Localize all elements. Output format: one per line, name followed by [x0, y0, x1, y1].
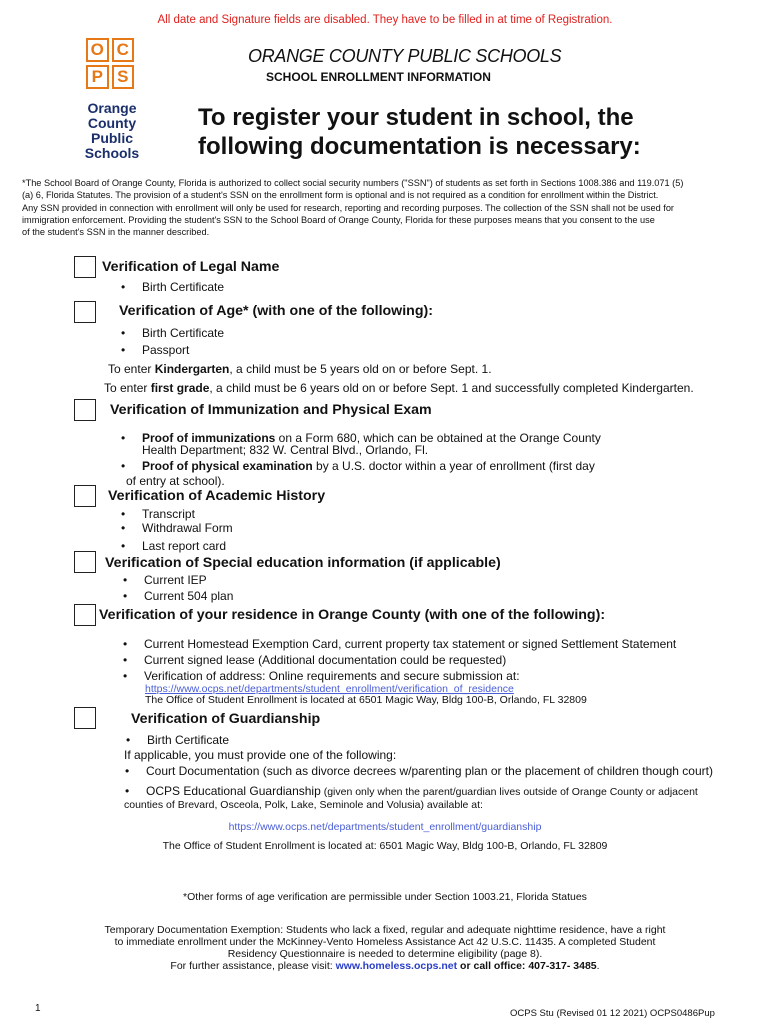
- exemption-pre: For further assistance, please visit:: [170, 960, 336, 972]
- legal-name-checkbox[interactable]: [74, 256, 96, 278]
- form-revision: OCPS Stu (Revised 01 12 2021) OCPS0486Pup: [510, 1008, 715, 1019]
- logo-line-1: Orange County: [87, 100, 137, 131]
- logo-line-2: Public Schools: [84, 130, 140, 161]
- physical-rest: by a U.S. doctor within a year of enrollment (first day: [312, 459, 595, 473]
- list-item: • Verification of address: Online requirements and secure submission at:: [144, 669, 520, 683]
- age-verification-note: *Other forms of age verification are permissible under Section 1003.21, Florida Statues: [183, 891, 587, 903]
- ssn-line: immigration enforcement. Providing the student's SSN to the School Board of Orange County, Florida for these purposes means that you consent to the use: [22, 214, 655, 225]
- list-item: [142, 459, 595, 473]
- first-grade-requirement: [104, 381, 694, 395]
- kinder-pre: To enter: [108, 362, 155, 376]
- guardianship-office: The Office of Student Enrollment is located at: 6501 Magic Way, Bldg 100-B, Orlando, FL 32809: [162, 840, 608, 852]
- ssn-line: Any SSN provided in connection with enrollment will only be used for research, reporting and recording purposes. The collection of the SSN shall not be used for: [22, 202, 674, 213]
- logo-letter: C: [112, 38, 135, 62]
- immunization-line-2: Health Department; 832 W. Central Blvd., Orlando, Fl.: [142, 443, 429, 457]
- homeless-link[interactable]: www.homeless.ocps.net: [335, 960, 458, 972]
- ssn-line: *The School Board of Orange County, Florida is authorized to collect social security numbers ("SSN") of students as set forth in Sections 1008.386 and 119.071 (5): [22, 178, 684, 188]
- kinder-post: , a child must be 5 years old on or before Sept. 1.: [229, 362, 492, 376]
- logo-letter: S: [112, 65, 135, 89]
- list-item: • Transcript: [142, 507, 195, 521]
- ocps-logo-icon: [86, 38, 134, 86]
- kindergarten-requirement: [108, 362, 492, 376]
- logo-letter: P: [86, 65, 109, 89]
- exemption-end: .: [596, 960, 600, 972]
- guardianship-heading: Verification of Guardianship: [131, 711, 321, 727]
- list-item: • Birth Certificate: [142, 326, 224, 340]
- ocps-guardianship-label: OCPS Educational Guardianship: [146, 784, 321, 798]
- list-item: • Current IEP: [144, 573, 207, 587]
- list-item: • Court Documentation (such as divorce decrees w/parenting plan or the placement of children though court): [146, 764, 713, 778]
- list-item: • Current 504 plan: [144, 589, 233, 603]
- first-bold: first grade: [150, 381, 210, 395]
- guardianship-link[interactable]: https://www.ocps.net/departments/student_enrollment/guardianship: [228, 821, 542, 833]
- exemption-notice: [0, 924, 770, 972]
- academic-checkbox[interactable]: [74, 485, 96, 507]
- org-name: ORANGE COUNTY PUBLIC SCHOOLS: [248, 46, 562, 66]
- exemption-line: Residency Questionnaire is needed to determine eligibility (page 8).: [227, 948, 543, 960]
- immunization-bold: Proof of immunizations: [142, 431, 276, 445]
- headline-line-2: following documentation is necessary:: [198, 133, 641, 160]
- physical-line-2: of entry at school).: [126, 474, 225, 488]
- ssn-notice: [22, 177, 762, 238]
- exemption-line: [0, 960, 770, 972]
- list-item: • Current Homestead Exemption Card, current property tax statement or signed Settlement Statement: [144, 637, 676, 651]
- first-post: , a child must be 6 years old on or before Sept. 1 and successfully completed Kindergarten.: [209, 381, 694, 395]
- special-ed-checkbox[interactable]: [74, 551, 96, 573]
- registration-notice: All date and Signature fields are disabled. They have to be filled in at time of Registration.: [157, 14, 613, 26]
- physical-bold: Proof of physical examination: [142, 459, 313, 473]
- legal-name-heading: Verification of Legal Name: [102, 259, 280, 275]
- residence-link[interactable]: https://www.ocps.net/departments/student_enrollment/verification_of_residence: [145, 683, 514, 695]
- logo-letter: O: [86, 38, 109, 62]
- page-number: 1: [35, 1003, 41, 1014]
- immunization-heading: Verification of Immunization and Physical Exam: [110, 402, 432, 418]
- immunization-checkbox[interactable]: [74, 399, 96, 421]
- academic-heading: Verification of Academic History: [108, 488, 326, 504]
- list-item: • Withdrawal Form: [142, 521, 233, 535]
- exemption-phone: or call office: 407-317- 3485: [457, 960, 597, 972]
- ssn-line: (a) 6, Florida Statutes. The provision of a student's SSN on the enrollment form is optional and is not required as a condition for enrollment within the District.: [22, 190, 659, 201]
- guardianship-counties: counties of Brevard, Osceola, Polk, Lake, Seminole and Volusia) available at:: [124, 799, 483, 811]
- list-item: [146, 784, 698, 798]
- list-item: • Passport: [142, 343, 189, 357]
- headline-line-1: To register your student in school, the: [198, 104, 634, 131]
- age-heading: Verification of Age* (with one of the following):: [119, 303, 433, 319]
- ocps-guardianship-note: (given only when the parent/guardian lives outside of Orange County or adjacent: [320, 786, 698, 798]
- immunization-rest: on a Form 680, which can be obtained at the Orange County: [275, 431, 601, 445]
- logo-wordmark: [62, 101, 162, 161]
- kinder-bold: Kindergarten: [154, 362, 230, 376]
- residence-office: The Office of Student Enrollment is located at 6501 Magic Way, Bldg 100-B, Orlando, FL 32809: [145, 694, 587, 706]
- list-item: • Birth Certificate: [147, 733, 229, 747]
- exemption-line: to immediate enrollment under the McKinney-Vento Homeless Assistance Act 42 U.S.C. 11435. A completed Student: [114, 936, 656, 948]
- guardianship-intro: If applicable, you must provide one of the following:: [124, 748, 397, 762]
- guardianship-checkbox[interactable]: [74, 707, 96, 729]
- list-item: • Last report card: [142, 539, 226, 553]
- exemption-line: Temporary Documentation Exemption: Students who lack a fixed, regular and adequate nighttime residence, have a right: [104, 924, 666, 936]
- age-checkbox[interactable]: [74, 301, 96, 323]
- residence-checkbox[interactable]: [74, 604, 96, 626]
- form-subtitle: SCHOOL ENROLLMENT INFORMATION: [266, 70, 491, 84]
- special-ed-heading: Verification of Special education information (if applicable): [105, 555, 501, 571]
- page-headline: [198, 103, 668, 161]
- first-pre: To enter: [104, 381, 151, 395]
- list-item: • Birth Certificate: [142, 280, 224, 294]
- residence-heading: Verification of your residence in Orange County (with one of the following):: [99, 607, 606, 623]
- list-item: • Current signed lease (Additional documentation could be requested): [144, 653, 506, 667]
- ssn-line: of the student's SSN in the manner described.: [22, 227, 210, 238]
